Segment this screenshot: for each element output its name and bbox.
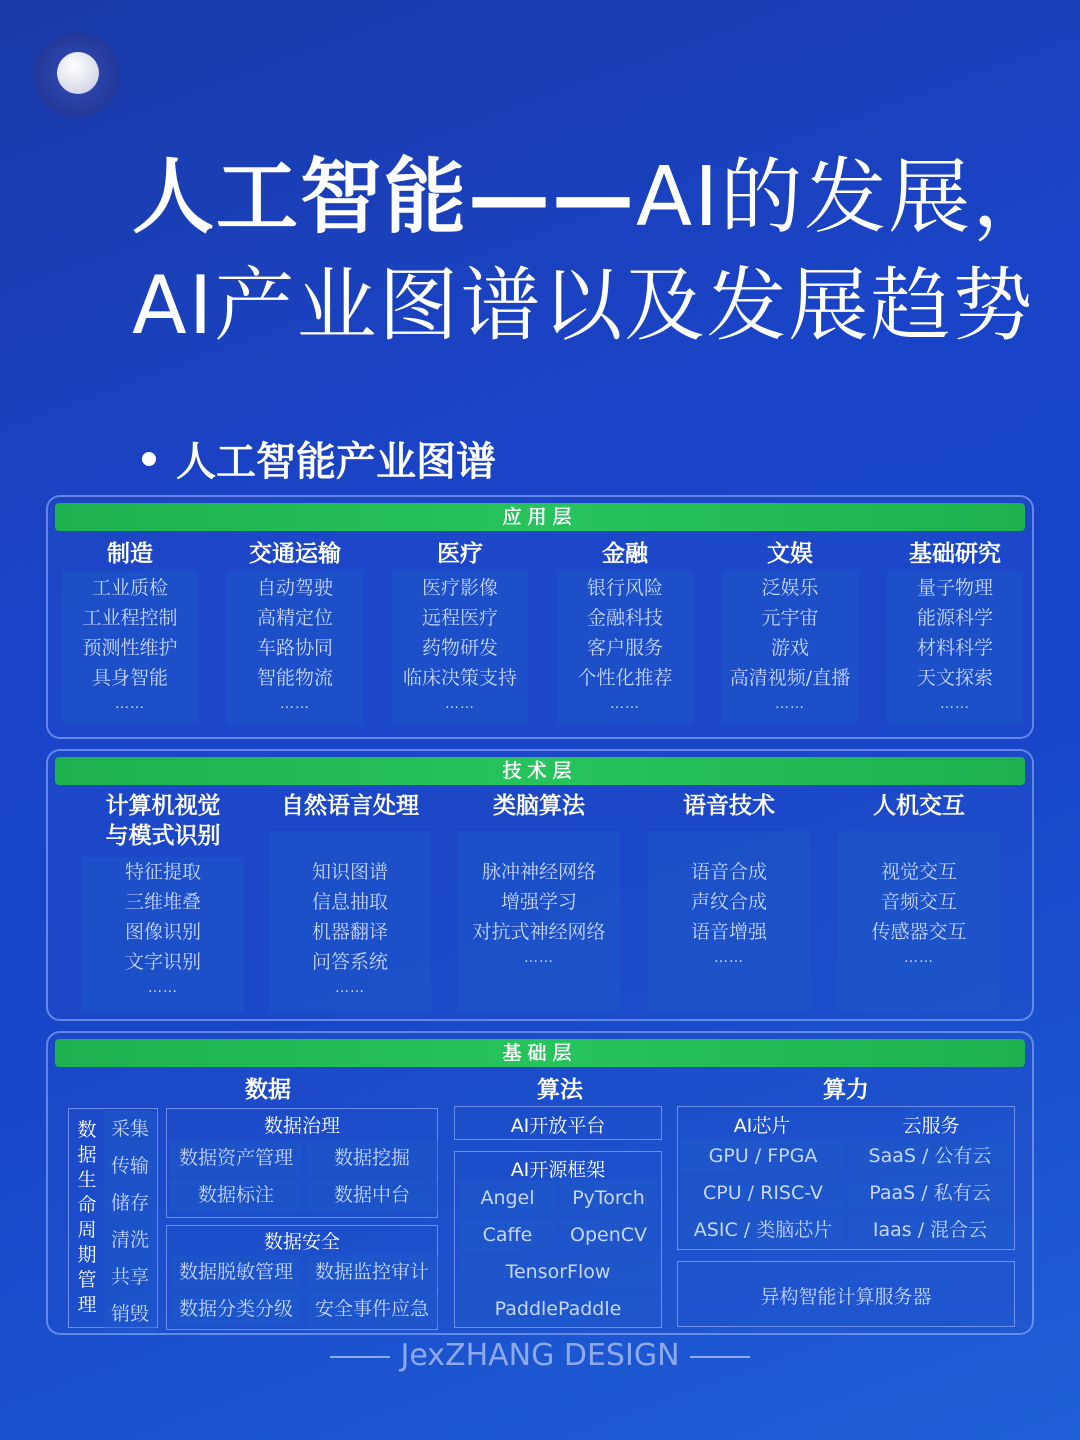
- governance-cell: 数据资产管理: [170, 1141, 302, 1175]
- tech-item: 文字识别: [124, 951, 201, 973]
- tech-item: 脉冲神经网络: [481, 861, 596, 883]
- app-column: [62, 537, 198, 723]
- tech-column-box: [458, 831, 620, 1011]
- title-bold-part: 人工智能——: [132, 150, 637, 245]
- tech-item: 语音合成: [690, 861, 767, 883]
- tech-column-heading: [458, 791, 620, 821]
- security-cell: 安全事件应急: [306, 1292, 438, 1326]
- app-item: 智能物流: [256, 667, 333, 689]
- tech-heading-line: 类脑算法: [493, 793, 585, 819]
- cloud-title: 云服务: [902, 1115, 960, 1137]
- more-ellipsis: ……: [335, 980, 365, 996]
- app-item: 高清视频/直播: [729, 667, 851, 689]
- app-column-heading: 制造: [107, 541, 153, 567]
- lifecycle-stages: [104, 1111, 156, 1333]
- more-ellipsis: ……: [445, 696, 475, 712]
- security-cell: 数据分类分级: [170, 1292, 302, 1326]
- tech-column-box: [838, 831, 1000, 1011]
- more-ellipsis: ……: [115, 696, 145, 712]
- tech-heading-line: 自然语言处理: [281, 793, 419, 819]
- lifecycle-label: [72, 1118, 102, 1318]
- tech-column: [838, 791, 1000, 966]
- app-item: 银行风险: [586, 577, 663, 599]
- framework-cell: OpenCV: [559, 1218, 658, 1252]
- app-item: 天文探索: [916, 667, 993, 689]
- security-cell: 数据脱敏管理: [170, 1255, 302, 1289]
- lifecycle-char: 命: [77, 1194, 97, 1216]
- lifecycle-char: 数: [77, 1119, 97, 1141]
- tech-item: 机器翻译: [311, 921, 388, 943]
- tech-item: 增强学习: [500, 891, 577, 913]
- tech-item: 对抗式神经网络: [472, 921, 606, 943]
- app-column: [392, 537, 528, 723]
- chip-cell: ASIC / 类脑芯片: [681, 1213, 845, 1247]
- lifecycle-stage: 采集: [104, 1111, 156, 1148]
- app-item: 金融科技: [586, 607, 663, 629]
- app-column-heading: 文娱: [767, 541, 813, 567]
- app-column-box: [62, 571, 198, 723]
- lifecycle-stage: 储存: [104, 1185, 156, 1222]
- tech-heading-line: 计算机视觉: [105, 793, 221, 819]
- lifecycle-char: 理: [77, 1294, 97, 1316]
- app-item: 元宇宙: [761, 607, 819, 629]
- tech-column-box: [82, 857, 244, 1011]
- tech-heading-line: 语音技术: [683, 793, 775, 819]
- tech-item: 知识图谱: [311, 861, 388, 883]
- app-column-heading: 金融: [602, 541, 648, 567]
- app-item: 药物研发: [421, 637, 498, 659]
- framework-cell: Angel: [458, 1181, 557, 1215]
- tech-item: 音频交互: [880, 891, 957, 913]
- cloud-cell: SaaS / 公有云: [849, 1139, 1011, 1173]
- app-item: 远程医疗: [421, 607, 498, 629]
- app-column-box: [722, 571, 858, 723]
- cloud-cell: Iaas / 混合云: [849, 1213, 1011, 1247]
- chip-cell: CPU / RISC-V: [681, 1176, 845, 1210]
- tech-column-heading: [838, 791, 1000, 821]
- technology-layer-panel: [46, 749, 1034, 1021]
- lifecycle-char: 期: [77, 1244, 97, 1266]
- governance-cell: 数据中台: [306, 1178, 438, 1212]
- tech-column: [458, 791, 620, 966]
- tech-column-box: [648, 831, 810, 1011]
- app-column: [557, 537, 693, 723]
- footer: [0, 1338, 1080, 1373]
- more-ellipsis: ……: [775, 696, 805, 712]
- lifecycle-stage: 共享: [104, 1259, 156, 1296]
- tech-item: 声纹合成: [690, 891, 767, 913]
- tech-item: 传感器交互: [871, 921, 967, 943]
- app-item: 个性化推荐: [577, 667, 673, 689]
- tech-column: [648, 791, 810, 966]
- technology-layer-label: 技术层: [55, 757, 1025, 785]
- tech-column: [82, 791, 244, 996]
- lifecycle-stage: 清洗: [104, 1222, 156, 1259]
- tech-item: 特征提取: [124, 861, 201, 883]
- app-item: 工业程控制: [82, 607, 178, 629]
- title-line-1: [132, 148, 1056, 248]
- compute-heading: 算力: [823, 1077, 869, 1103]
- app-item: 具身智能: [91, 667, 168, 689]
- tech-item: 视觉交互: [880, 861, 957, 883]
- more-ellipsis: ……: [940, 696, 970, 712]
- tech-column-heading: [269, 791, 431, 821]
- chip-cell: GPU / FPGA: [681, 1139, 845, 1173]
- more-ellipsis: ……: [904, 950, 934, 966]
- governance-title: 数据治理: [263, 1115, 340, 1137]
- foundation-layer-panel: [46, 1031, 1034, 1335]
- tech-item: 三维堆叠: [124, 891, 201, 913]
- more-ellipsis: ……: [524, 950, 554, 966]
- app-item: 客户服务: [586, 637, 663, 659]
- tech-item: 问答系统: [311, 951, 388, 973]
- app-item: 临床决策支持: [402, 667, 517, 689]
- chip-title: AI芯片: [733, 1115, 791, 1137]
- application-layer-panel: [46, 495, 1034, 739]
- app-column-heading: 基础研究: [909, 541, 1001, 567]
- app-item: 预测性维护: [82, 637, 178, 659]
- framework-title: AI开源框架: [510, 1159, 606, 1181]
- app-column-box: [557, 571, 693, 723]
- tech-column-heading: [82, 791, 244, 851]
- lifecycle-stage: 销毁: [104, 1296, 156, 1333]
- security-title: 数据安全: [263, 1231, 340, 1253]
- tech-item: 信息抽取: [311, 891, 388, 913]
- app-item: 医疗影像: [421, 577, 498, 599]
- app-item: 高精定位: [256, 607, 333, 629]
- app-item: 自动驾驶: [256, 577, 333, 599]
- app-column-box: [392, 571, 528, 723]
- app-column-box: [227, 571, 363, 723]
- tech-item: 语音增强: [690, 921, 767, 943]
- governance-cell: 数据标注: [170, 1178, 302, 1212]
- app-item: 泛娱乐: [761, 577, 819, 599]
- app-item: 游戏: [770, 637, 809, 659]
- app-item: 材料科学: [916, 637, 993, 659]
- tech-heading-line: 人机交互: [873, 793, 965, 819]
- foundation-layer-label: 基础层: [55, 1039, 1025, 1067]
- bullet-icon: [142, 452, 156, 466]
- governance-cell: 数据挖掘: [306, 1141, 438, 1175]
- title-light-part: AI的发展，: [636, 150, 1057, 245]
- more-ellipsis: ……: [610, 696, 640, 712]
- tech-column-heading: [648, 791, 810, 821]
- lifecycle-char: 管: [77, 1269, 97, 1291]
- security-cell: 数据监控审计: [306, 1255, 438, 1289]
- app-item: 量子物理: [916, 577, 993, 599]
- framework-cell: PyTorch: [559, 1181, 658, 1215]
- more-ellipsis: ……: [148, 980, 178, 996]
- lifecycle-stage: 传输: [104, 1148, 156, 1185]
- tech-item: 图像识别: [124, 921, 201, 943]
- lifecycle-char: 周: [77, 1219, 97, 1241]
- cloud-cell: PaaS / 私有云: [849, 1176, 1011, 1210]
- section-heading: [142, 430, 496, 487]
- framework-cell: PaddlePaddle: [458, 1292, 658, 1326]
- app-column-heading: 交通运输: [249, 541, 341, 567]
- app-column: [722, 537, 858, 723]
- application-layer-label: 应用层: [55, 503, 1025, 531]
- footer-text: JexZHANG DESIGN: [400, 1338, 680, 1373]
- algorithm-heading: 算法: [537, 1077, 583, 1103]
- app-item: 工业质检: [91, 577, 168, 599]
- tech-heading-line: 与模式识别: [105, 823, 221, 849]
- footer-line-left: [330, 1356, 390, 1358]
- footer-line-right: [690, 1356, 750, 1358]
- framework-cell: TensorFlow: [458, 1255, 658, 1289]
- server-label: 异构智能计算服务器: [760, 1286, 932, 1308]
- app-column-box: [887, 571, 1023, 723]
- section-title: 人工智能产业图谱: [176, 439, 496, 485]
- app-item: 车路协同: [256, 637, 333, 659]
- open-platform-label: AI开放平台: [510, 1115, 606, 1137]
- tech-column: [269, 791, 431, 996]
- more-ellipsis: ……: [714, 950, 744, 966]
- app-column: [227, 537, 363, 723]
- tech-column-box: [269, 831, 431, 1011]
- more-ellipsis: ……: [280, 696, 310, 712]
- data-heading: 数据: [245, 1077, 291, 1103]
- lifecycle-char: 生: [77, 1169, 97, 1191]
- title-line-2: AI产业图谱以及发展趋势: [132, 259, 1035, 352]
- app-column: [887, 537, 1023, 723]
- framework-cell: Caffe: [458, 1218, 557, 1252]
- decorative-dot-icon: [57, 52, 99, 94]
- app-item: 能源科学: [916, 607, 993, 629]
- app-column-heading: 医疗: [437, 541, 483, 567]
- lifecycle-char: 据: [77, 1144, 97, 1166]
